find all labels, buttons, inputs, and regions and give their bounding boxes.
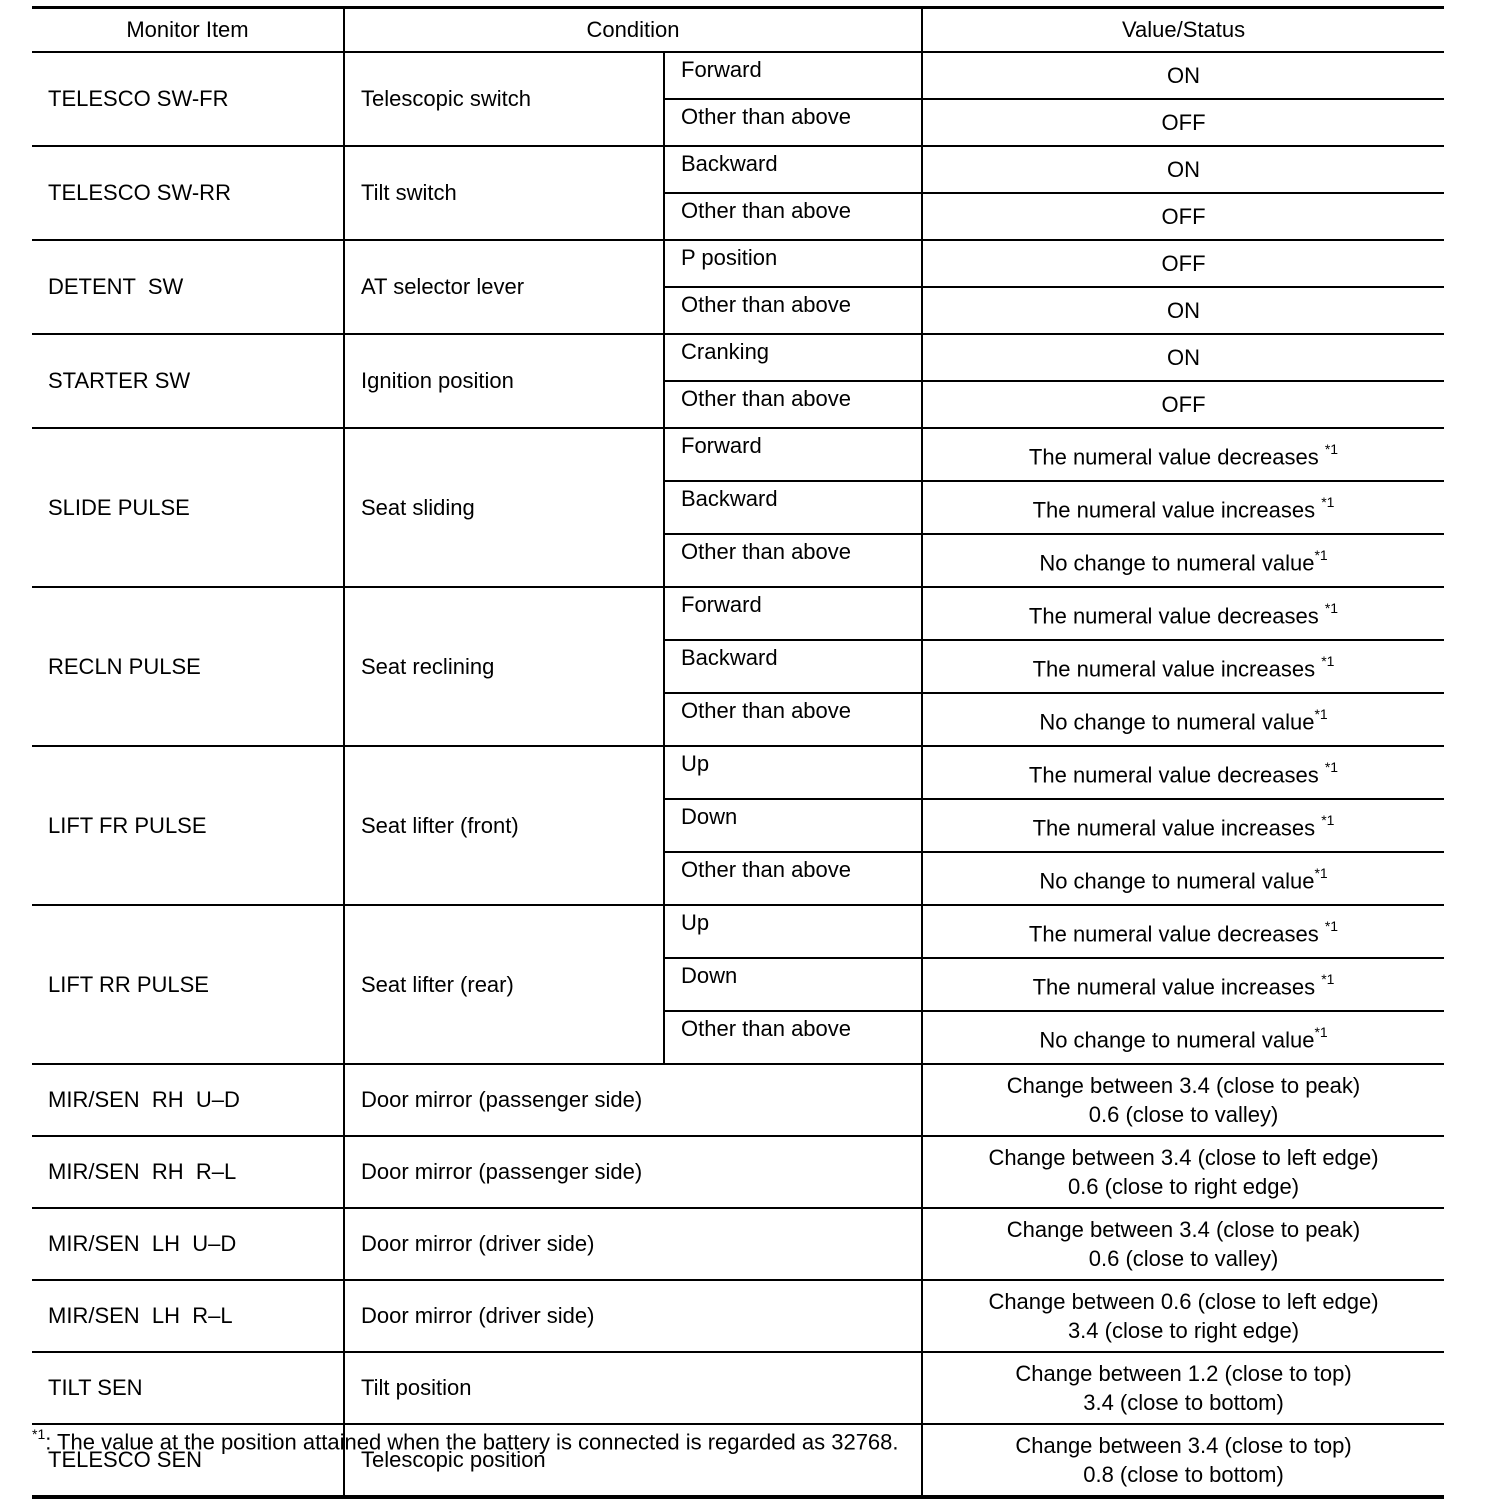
header-condition: Condition — [344, 8, 922, 53]
value-cell — [922, 481, 1444, 534]
value-text: The numeral value decreases — [1028, 762, 1325, 788]
condition-cell: Seat lifter (rear) — [344, 905, 664, 1064]
table-row — [32, 240, 1444, 287]
condition-cell: Ignition position — [344, 334, 664, 428]
monitor-item-cell: TILT SEN — [32, 1352, 344, 1424]
value-text: No change to numeral value — [1039, 1027, 1315, 1053]
condition-cell: Tilt position — [344, 1352, 922, 1424]
sub-condition-cell: Down — [664, 799, 922, 852]
value-cell: OFF — [922, 240, 1444, 287]
value-cell: ON — [922, 334, 1444, 381]
value-line-2: 0.6 (close to valley) — [1088, 1102, 1279, 1127]
condition-cell: Door mirror (driver side) — [344, 1208, 922, 1280]
condition-cell: AT selector lever — [344, 240, 664, 334]
value-cell: ON — [922, 146, 1444, 193]
value-line-1: Change between 3.4 (close to peak) — [1006, 1073, 1361, 1098]
monitor-item-cell: LIFT FR PULSE — [32, 746, 344, 905]
value-text: The numeral value increases — [1032, 815, 1322, 841]
sub-condition-cell: Up — [664, 746, 922, 799]
note-mark: *1 — [1314, 1023, 1328, 1040]
value-cell — [922, 905, 1444, 958]
monitor-item-cell: SLIDE PULSE — [32, 428, 344, 587]
sub-condition-cell: Down — [664, 958, 922, 1011]
sub-condition-cell: Cranking — [664, 334, 922, 381]
table-row — [32, 1208, 1444, 1280]
value-cell: OFF — [922, 193, 1444, 240]
value-text: The numeral value increases — [1032, 974, 1322, 1000]
table-row — [32, 1136, 1444, 1208]
value-text: No change to numeral value — [1039, 868, 1315, 894]
value-text: The numeral value decreases — [1028, 603, 1325, 629]
value-cell — [922, 587, 1444, 640]
table-row — [32, 905, 1444, 958]
condition-cell: Door mirror (passenger side) — [344, 1064, 922, 1136]
condition-cell: Tilt switch — [344, 146, 664, 240]
monitor-item-cell: MIR/SEN LH U–D — [32, 1208, 344, 1280]
value-text: The numeral value decreases — [1028, 921, 1325, 947]
value-line-2: 3.4 (close to bottom) — [1083, 1390, 1284, 1415]
note-mark: *1 — [1314, 546, 1328, 563]
value-cell — [922, 640, 1444, 693]
value-text: The numeral value decreases — [1028, 444, 1325, 470]
header-row — [32, 8, 1444, 53]
table-row — [32, 1352, 1444, 1424]
condition-cell: Seat sliding — [344, 428, 664, 587]
table-row — [32, 1280, 1444, 1352]
value-line-2: 0.6 (close to valley) — [1088, 1246, 1279, 1271]
sub-condition-cell: Forward — [664, 52, 922, 99]
value-cell — [922, 1280, 1444, 1352]
note-mark: *1 — [1321, 970, 1335, 987]
value-line-2: 3.4 (close to right edge) — [1067, 1318, 1300, 1343]
value-cell: OFF — [922, 381, 1444, 428]
sub-condition-cell: Backward — [664, 640, 922, 693]
monitor-item-table — [32, 6, 1444, 1499]
table-row — [32, 52, 1444, 99]
header-value-status: Value/Status — [922, 8, 1444, 53]
value-cell: OFF — [922, 99, 1444, 146]
value-cell — [922, 534, 1444, 587]
monitor-item-cell: DETENT SW — [32, 240, 344, 334]
table-row — [32, 746, 1444, 799]
note-mark: *1 — [1324, 440, 1339, 457]
note-mark: *1 — [1321, 493, 1335, 510]
value-line-1: Change between 3.4 (close to top) — [1015, 1433, 1352, 1458]
footnote-text: : The value at the position attained when the battery is connected is regarded as 32768. — [45, 1429, 899, 1455]
monitor-item-cell: MIR/SEN LH R–L — [32, 1280, 344, 1352]
value-cell — [922, 693, 1444, 746]
sub-condition-cell: Backward — [664, 146, 922, 193]
header-monitor-item: Monitor Item — [32, 8, 344, 53]
sub-condition-cell: Forward — [664, 587, 922, 640]
footnote — [32, 1428, 899, 1455]
sub-condition-cell: Other than above — [664, 693, 922, 746]
value-line-2: 0.6 (close to right edge) — [1067, 1174, 1300, 1199]
note-mark: *1 — [1324, 758, 1339, 775]
table-row — [32, 146, 1444, 193]
note-mark: *1 — [1314, 864, 1328, 881]
value-cell — [922, 746, 1444, 799]
sub-condition-cell: Other than above — [664, 1011, 922, 1064]
sub-condition-cell: Backward — [664, 481, 922, 534]
monitor-item-cell: TELESCO SW-FR — [32, 52, 344, 146]
table-row — [32, 1064, 1444, 1136]
monitor-item-cell: MIR/SEN RH U–D — [32, 1064, 344, 1136]
value-cell — [922, 799, 1444, 852]
monitor-item-cell: RECLN PULSE — [32, 587, 344, 746]
note-mark: *1 — [1314, 705, 1328, 722]
note-mark: *1 — [1324, 917, 1339, 934]
value-text: No change to numeral value — [1039, 709, 1315, 735]
value-text: The numeral value increases — [1032, 656, 1322, 682]
condition-cell: Door mirror (driver side) — [344, 1280, 922, 1352]
sub-condition-cell: Other than above — [664, 852, 922, 905]
monitor-item-cell: STARTER SW — [32, 334, 344, 428]
footnote-mark: *1 — [32, 1426, 46, 1442]
value-cell: ON — [922, 287, 1444, 334]
value-cell — [922, 1011, 1444, 1064]
sub-condition-cell: Forward — [664, 428, 922, 481]
sub-condition-cell: Other than above — [664, 287, 922, 334]
value-cell — [922, 428, 1444, 481]
value-cell — [922, 1352, 1444, 1424]
table-row — [32, 334, 1444, 381]
value-line-1: Change between 0.6 (close to left edge) — [988, 1289, 1379, 1314]
table-row — [32, 428, 1444, 481]
sub-condition-cell: Up — [664, 905, 922, 958]
value-cell — [922, 1424, 1444, 1497]
value-cell: ON — [922, 52, 1444, 99]
value-cell — [922, 1136, 1444, 1208]
value-line-1: Change between 1.2 (close to top) — [1015, 1361, 1352, 1386]
value-text: No change to numeral value — [1039, 550, 1315, 576]
monitor-item-table-container — [32, 6, 1444, 1499]
sub-condition-cell: Other than above — [664, 193, 922, 240]
condition-cell: Telescopic position — [344, 1424, 922, 1497]
value-line-2: 0.8 (close to bottom) — [1083, 1462, 1284, 1487]
value-cell — [922, 1064, 1444, 1136]
condition-cell: Seat lifter (front) — [344, 746, 664, 905]
note-mark: *1 — [1321, 652, 1335, 669]
monitor-item-cell: LIFT RR PULSE — [32, 905, 344, 1064]
note-mark: *1 — [1324, 599, 1339, 616]
condition-cell: Seat reclining — [344, 587, 664, 746]
sub-condition-cell: Other than above — [664, 381, 922, 428]
value-text: The numeral value increases — [1032, 497, 1322, 523]
condition-cell: Door mirror (passenger side) — [344, 1136, 922, 1208]
value-cell — [922, 1208, 1444, 1280]
monitor-item-cell: MIR/SEN RH R–L — [32, 1136, 344, 1208]
value-cell — [922, 958, 1444, 1011]
note-mark: *1 — [1321, 811, 1335, 828]
sub-condition-cell: Other than above — [664, 99, 922, 146]
condition-cell: Telescopic switch — [344, 52, 664, 146]
value-cell — [922, 852, 1444, 905]
monitor-item-cell: TELESCO SEN — [32, 1424, 344, 1497]
sub-condition-cell: P position — [664, 240, 922, 287]
value-line-1: Change between 3.4 (close to peak) — [1006, 1217, 1361, 1242]
sub-condition-cell: Other than above — [664, 534, 922, 587]
value-line-1: Change between 3.4 (close to left edge) — [988, 1145, 1379, 1170]
monitor-item-cell: TELESCO SW-RR — [32, 146, 344, 240]
table-row — [32, 587, 1444, 640]
